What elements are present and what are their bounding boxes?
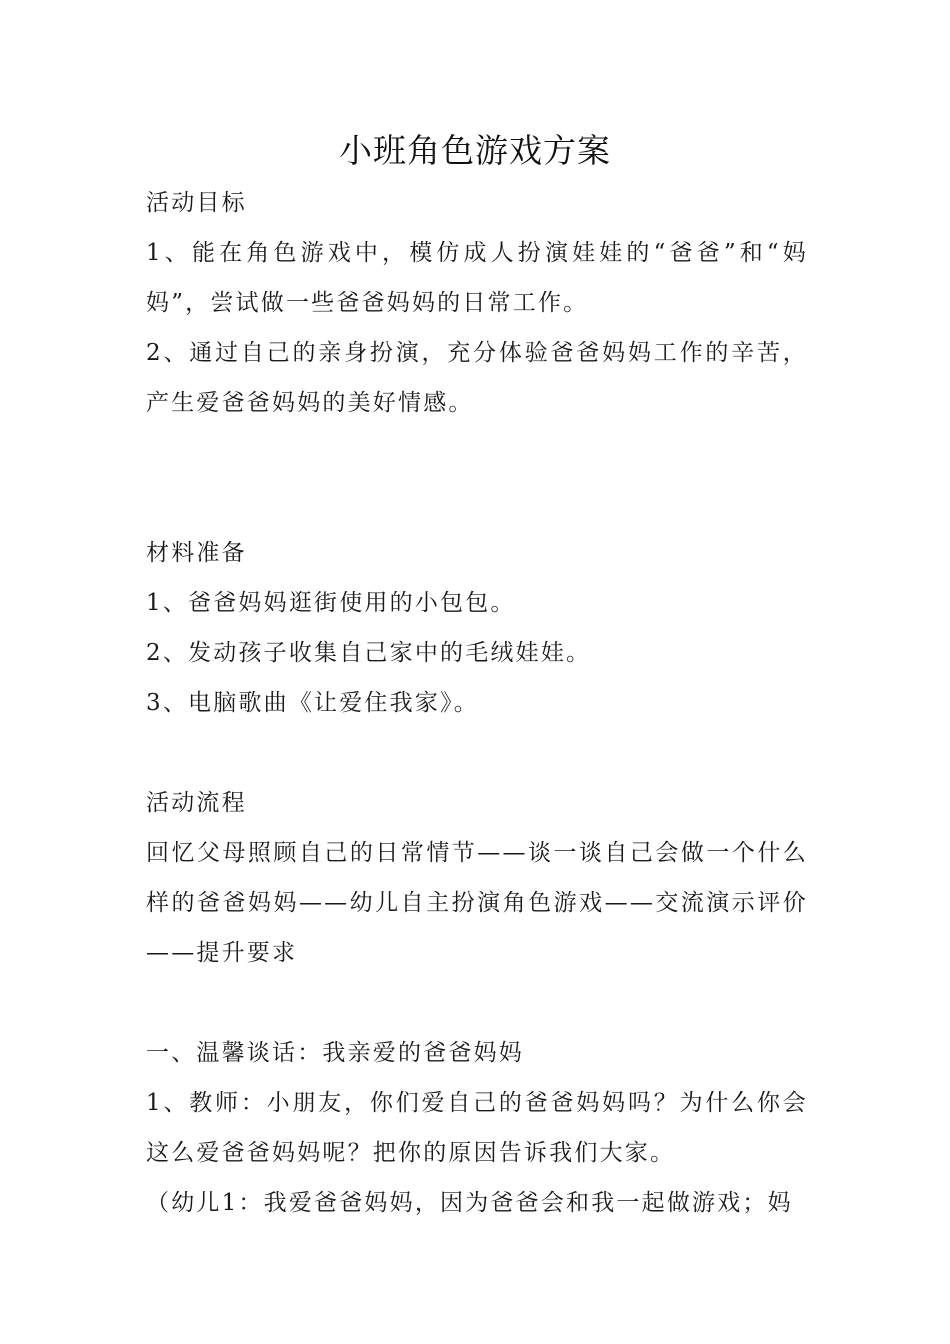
material-item-1: 1、爸爸妈妈逛街使用的小包包。: [146, 590, 516, 616]
material-item-2: 2、发动孩子收集自己家中的毛绒娃娃。: [146, 640, 592, 666]
document-body: [146, 178, 808, 1228]
section1-item-1: 1、教师：小朋友，你们爱自己的爸爸妈妈吗？为什么你会这么爱爸爸妈妈呢？把你的原因告诉我们大家。: [146, 1090, 808, 1166]
process-heading: 活动流程: [146, 790, 247, 816]
document-title: 小班角色游戏方案: [339, 131, 611, 170]
goals-heading: 活动目标: [146, 190, 247, 216]
section1-item-2: （幼儿1：我爱爸爸妈妈，因为爸爸会和我一起做游戏；妈: [146, 1190, 793, 1216]
spacer: [146, 428, 808, 528]
goal-item-1: 1、能在角色游戏中，模仿成人扮演娃娃的“爸爸”和“妈妈”，尝试做一些爸爸妈妈的日常工作。: [146, 240, 808, 316]
process-text: 回忆父母照顾自己的日常情节——谈一谈自己会做一个什么样的爸爸妈妈——幼儿自主扮演角色游戏——交流演示评价——提升要求: [146, 840, 808, 966]
section1-heading: 一、温馨谈话：我亲爱的爸爸妈妈: [146, 1040, 524, 1066]
materials-heading: 材料准备: [146, 540, 247, 566]
spacer: [146, 728, 808, 778]
material-item-3: 3、电脑歌曲《让爱住我家》。: [146, 690, 479, 716]
spacer: [146, 978, 808, 1028]
goal-item-2: 2、通过自己的亲身扮演，充分体验爸爸妈妈工作的辛苦，产生爱爸爸妈妈的美好情感。: [146, 340, 808, 416]
